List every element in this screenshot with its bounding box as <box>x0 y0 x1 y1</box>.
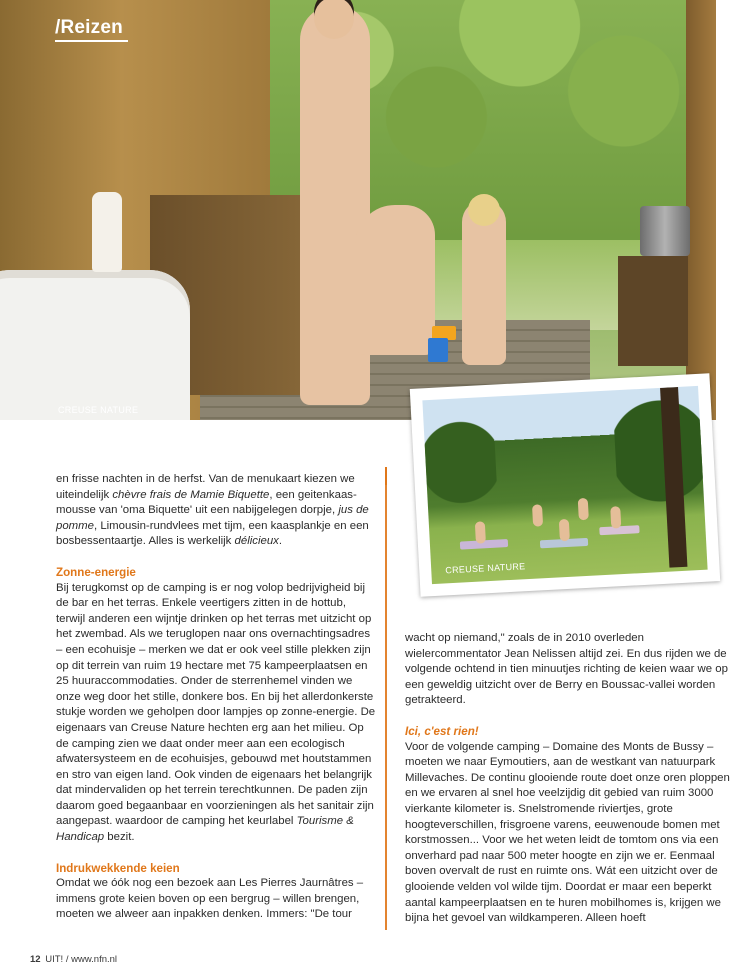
left-column <box>56 472 376 923</box>
hero-photo-credit: CREUSE NATURE <box>58 405 139 415</box>
subheading: Ici, c'est rien! <box>405 724 479 738</box>
column-divider <box>385 478 387 930</box>
right-column <box>405 631 733 927</box>
page-footer <box>30 954 117 965</box>
dish-name: chèvre frais de Mamie Biquette <box>112 488 270 501</box>
subheading: Zonne-energie <box>56 565 136 579</box>
inset-photo-image <box>422 386 707 584</box>
hero-photo <box>0 0 716 420</box>
text-run: bezit. <box>104 831 135 844</box>
toy-bucket-blue <box>428 338 448 362</box>
paragraph <box>56 472 376 550</box>
inset-photo <box>410 373 720 596</box>
yoga-person <box>475 521 486 543</box>
person-crouching <box>355 205 435 355</box>
paragraph <box>56 581 376 846</box>
text-run: , Limousin-rundvlees met tijm, een kaasplankje en een bosbessentaartje. Alles is werkelijk <box>56 519 369 548</box>
dish-name: jus de pomme <box>56 504 369 532</box>
paragraph: wacht op niemand," zoals de in 2010 overleden wielercommentator Jean Nelissen altijd zei. En dus rijden we de volgende ochtend in tien minuutjes richting de keien waar we op een geweldig uitzicht over de Berry en Boussac-vallei worden getrakteerd. <box>405 632 728 707</box>
tent-post <box>686 0 716 420</box>
tree-right <box>612 386 708 530</box>
page-number: 12 <box>30 954 41 965</box>
emphasis-word: délicieux <box>234 535 279 548</box>
text-run: . <box>278 535 283 548</box>
bathtub <box>0 270 190 420</box>
side-table <box>618 256 688 366</box>
section-label: /Reizen <box>55 17 123 38</box>
paragraph: Voor de volgende camping – Domaine des Monts de Bussy – moeten we naar Eymoutiers, aan de westkant van natuurpark Millevaches. De continu glooiende route doet onze oren ploppen en we ervaren al snel hoe veelzijdig dit gebied van ruim 3000 vierkante kilometer is. Snelstromende riviertjes, grote hoogteverschillen, frisgroene varens, eeuwenoude bomen met korstmossen... Voor we het weten leidt de tomtom ons via een onverhard pad naar 500 meter hoogte en zijn we er. Eenmaal boven overvalt de rust en ruimte ons. Wát een uitzicht over de glooiende velden vol wilde tijm. Doordat er maar een beperkt aantal kampeerplaatsen en te huren mobilhomes is, krijgen we bijna het gevoel van wildkamperen. Alleen hoeft <box>405 740 730 925</box>
paragraph: Omdat we óók nog een bezoek aan Les Pierres Jaurnâtres – immens grote keien boven op een bergrug – willen brengen, moeten we alweer aan inpakken denken. Immers: "De tour <box>56 877 364 921</box>
text-run: Bij terugkomst op de camping is er nog volop bedrijvigheid bij de bar en het terras. Enkele veertigers zitten in de hottub, terwijl anderen een wijntje drinken op het terras met uitzicht op het zwembad. Als we teruglopen naar ons overnachtingsadres – een ecohuisje – merken we dat er ook veel stille plekken zijn op dit terrein van ruim 19 hectare met 75 kampeerplaatsen en 25 huuraccommodaties. Onder de sterrenhemel vinden we onze weg door het stille, donkere bos. En bij het allerdonkerste stukje worden we geholpen door lampjes op zonne-energie. De eigenaars van Creuse Nature hechten erg aan het milieu. Op de camping zien we daat onder meer aan een ecologisch afwatersysteem en de ecohuisjes, gebouwd met houtstammen en stro van eigen land. Ook vinden de eigenaars het belangrijk dat mindervaliden op het terrein terechtkunnen. De paden zijn daarom goed begaanbaar en voorzieningen als het sanitair zijn aangepast. waardoor de camping het keurlabel <box>56 581 376 828</box>
cooking-pot <box>640 206 690 256</box>
magazine-name: UIT! <box>45 954 64 965</box>
label-name: Tourisme & Handicap <box>56 815 354 844</box>
yoga-person <box>578 498 589 520</box>
yoga-person <box>610 506 621 528</box>
subheading: Indrukwekkende keien <box>56 861 180 875</box>
child-figure <box>462 200 506 365</box>
tree-left <box>423 417 499 531</box>
inset-photo-credit: CREUSE NATURE <box>445 561 526 576</box>
text-run: en frisse nachten in de herfst. Van de menukaart kiezen we uiteindelijk <box>56 473 355 501</box>
text-run: , een geitenkaas-mousse van 'oma Biquette' uit een nabijgelegen dorpje, <box>56 488 357 517</box>
bottle <box>92 192 122 272</box>
yoga-person <box>532 504 543 526</box>
yoga-person <box>559 519 570 541</box>
website: / www.nfn.nl <box>65 954 118 965</box>
